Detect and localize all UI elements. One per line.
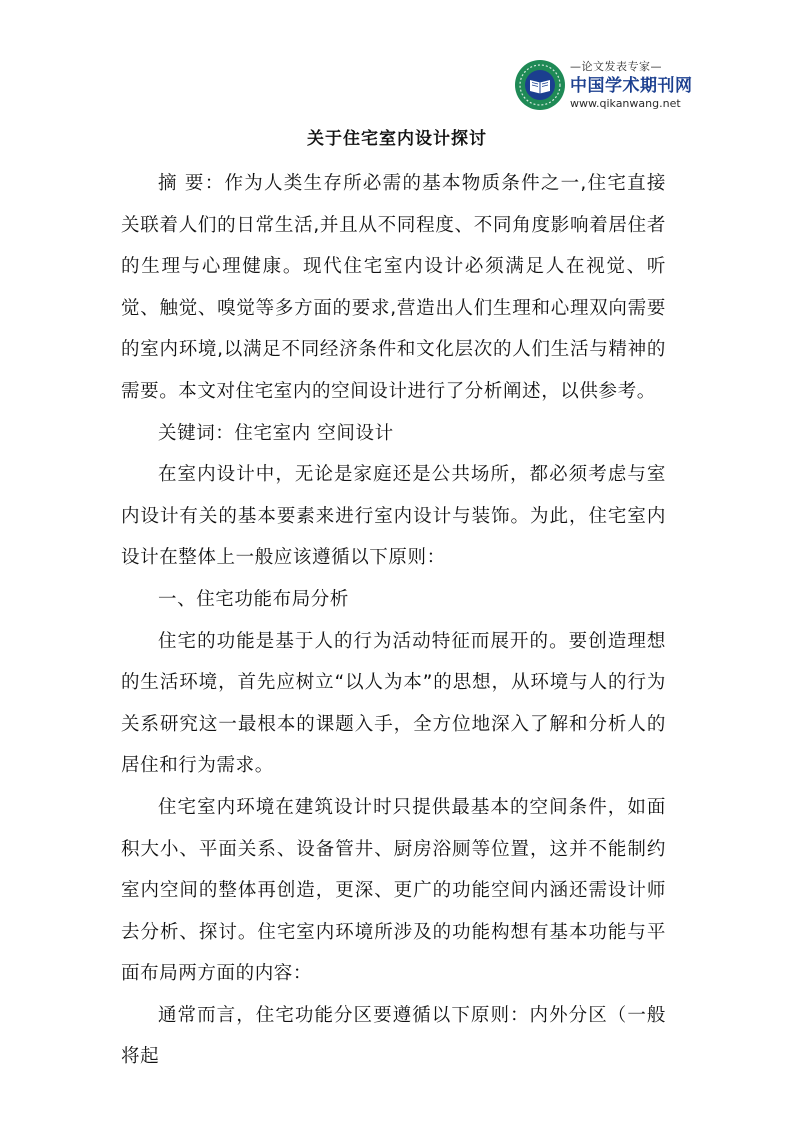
open-book-icon — [514, 59, 566, 111]
body-paragraph: 在室内设计中，无论是家庭还是公共场所，都必须考虑与室内设计有关的基本要素来进行室内设计与装饰。为此，住宅室内设计在整体上一般应该遵循以下原则： — [121, 464, 666, 569]
logo-tagline: —论文发表专家— — [570, 60, 662, 73]
logo-text-block — [570, 59, 693, 111]
abstract-paragraph: 摘 要：作为人类生存所必需的基本物质条件之一,住宅直接关联着人们的日常生活,并且从不同程度、不同角度影响着居住者的生理与心理健康。现代住宅室内设计必须满足人在视觉、听觉、触觉、嗅觉等多方面的要求,营造出人们生理和心理双向需要的室内环境,以满足不同经济条件和文化层次的人们生活与精神的需要。本文对住宅室内的空间设计进行了分析阐述，以供参考。 — [121, 173, 666, 402]
document-title: 关于住宅室内设计探讨 — [307, 129, 487, 149]
body-paragraph: 住宅的功能是基于人的行为活动特征而展开的。要创造理想的生活环境，首先应树立“以人为本”的思想，从环境与人的行为关系研究这一最根本的课题入手，全方位地深入了解和分析人的居住和行为需求。 — [121, 630, 666, 777]
document-body — [121, 163, 666, 1078]
section-heading: 一、住宅功能布局分析 — [158, 588, 350, 610]
journal-logo[interactable] — [514, 55, 693, 117]
logo-url: www.qikanwang.net — [570, 97, 681, 110]
body-paragraph: 通常而言，住宅功能分区要遵循以下原则：内外分区（一般将起 — [121, 1004, 666, 1068]
logo-name: 中国学术期刊网 — [570, 76, 693, 96]
keywords-paragraph: 关键词：住宅室内 空间设计 — [158, 422, 394, 444]
body-paragraph: 住宅室内环境在建筑设计时只提供最基本的空间条件，如面积大小、平面关系、设备管井、厨房浴厕等位置，这并不能制约室内空间的整体再创造，更深、更广的功能空间内涵还需设计师去分析、探讨。住宅室内环境所涉及的功能构想有基本功能与平面布局两方面的内容： — [121, 796, 666, 985]
